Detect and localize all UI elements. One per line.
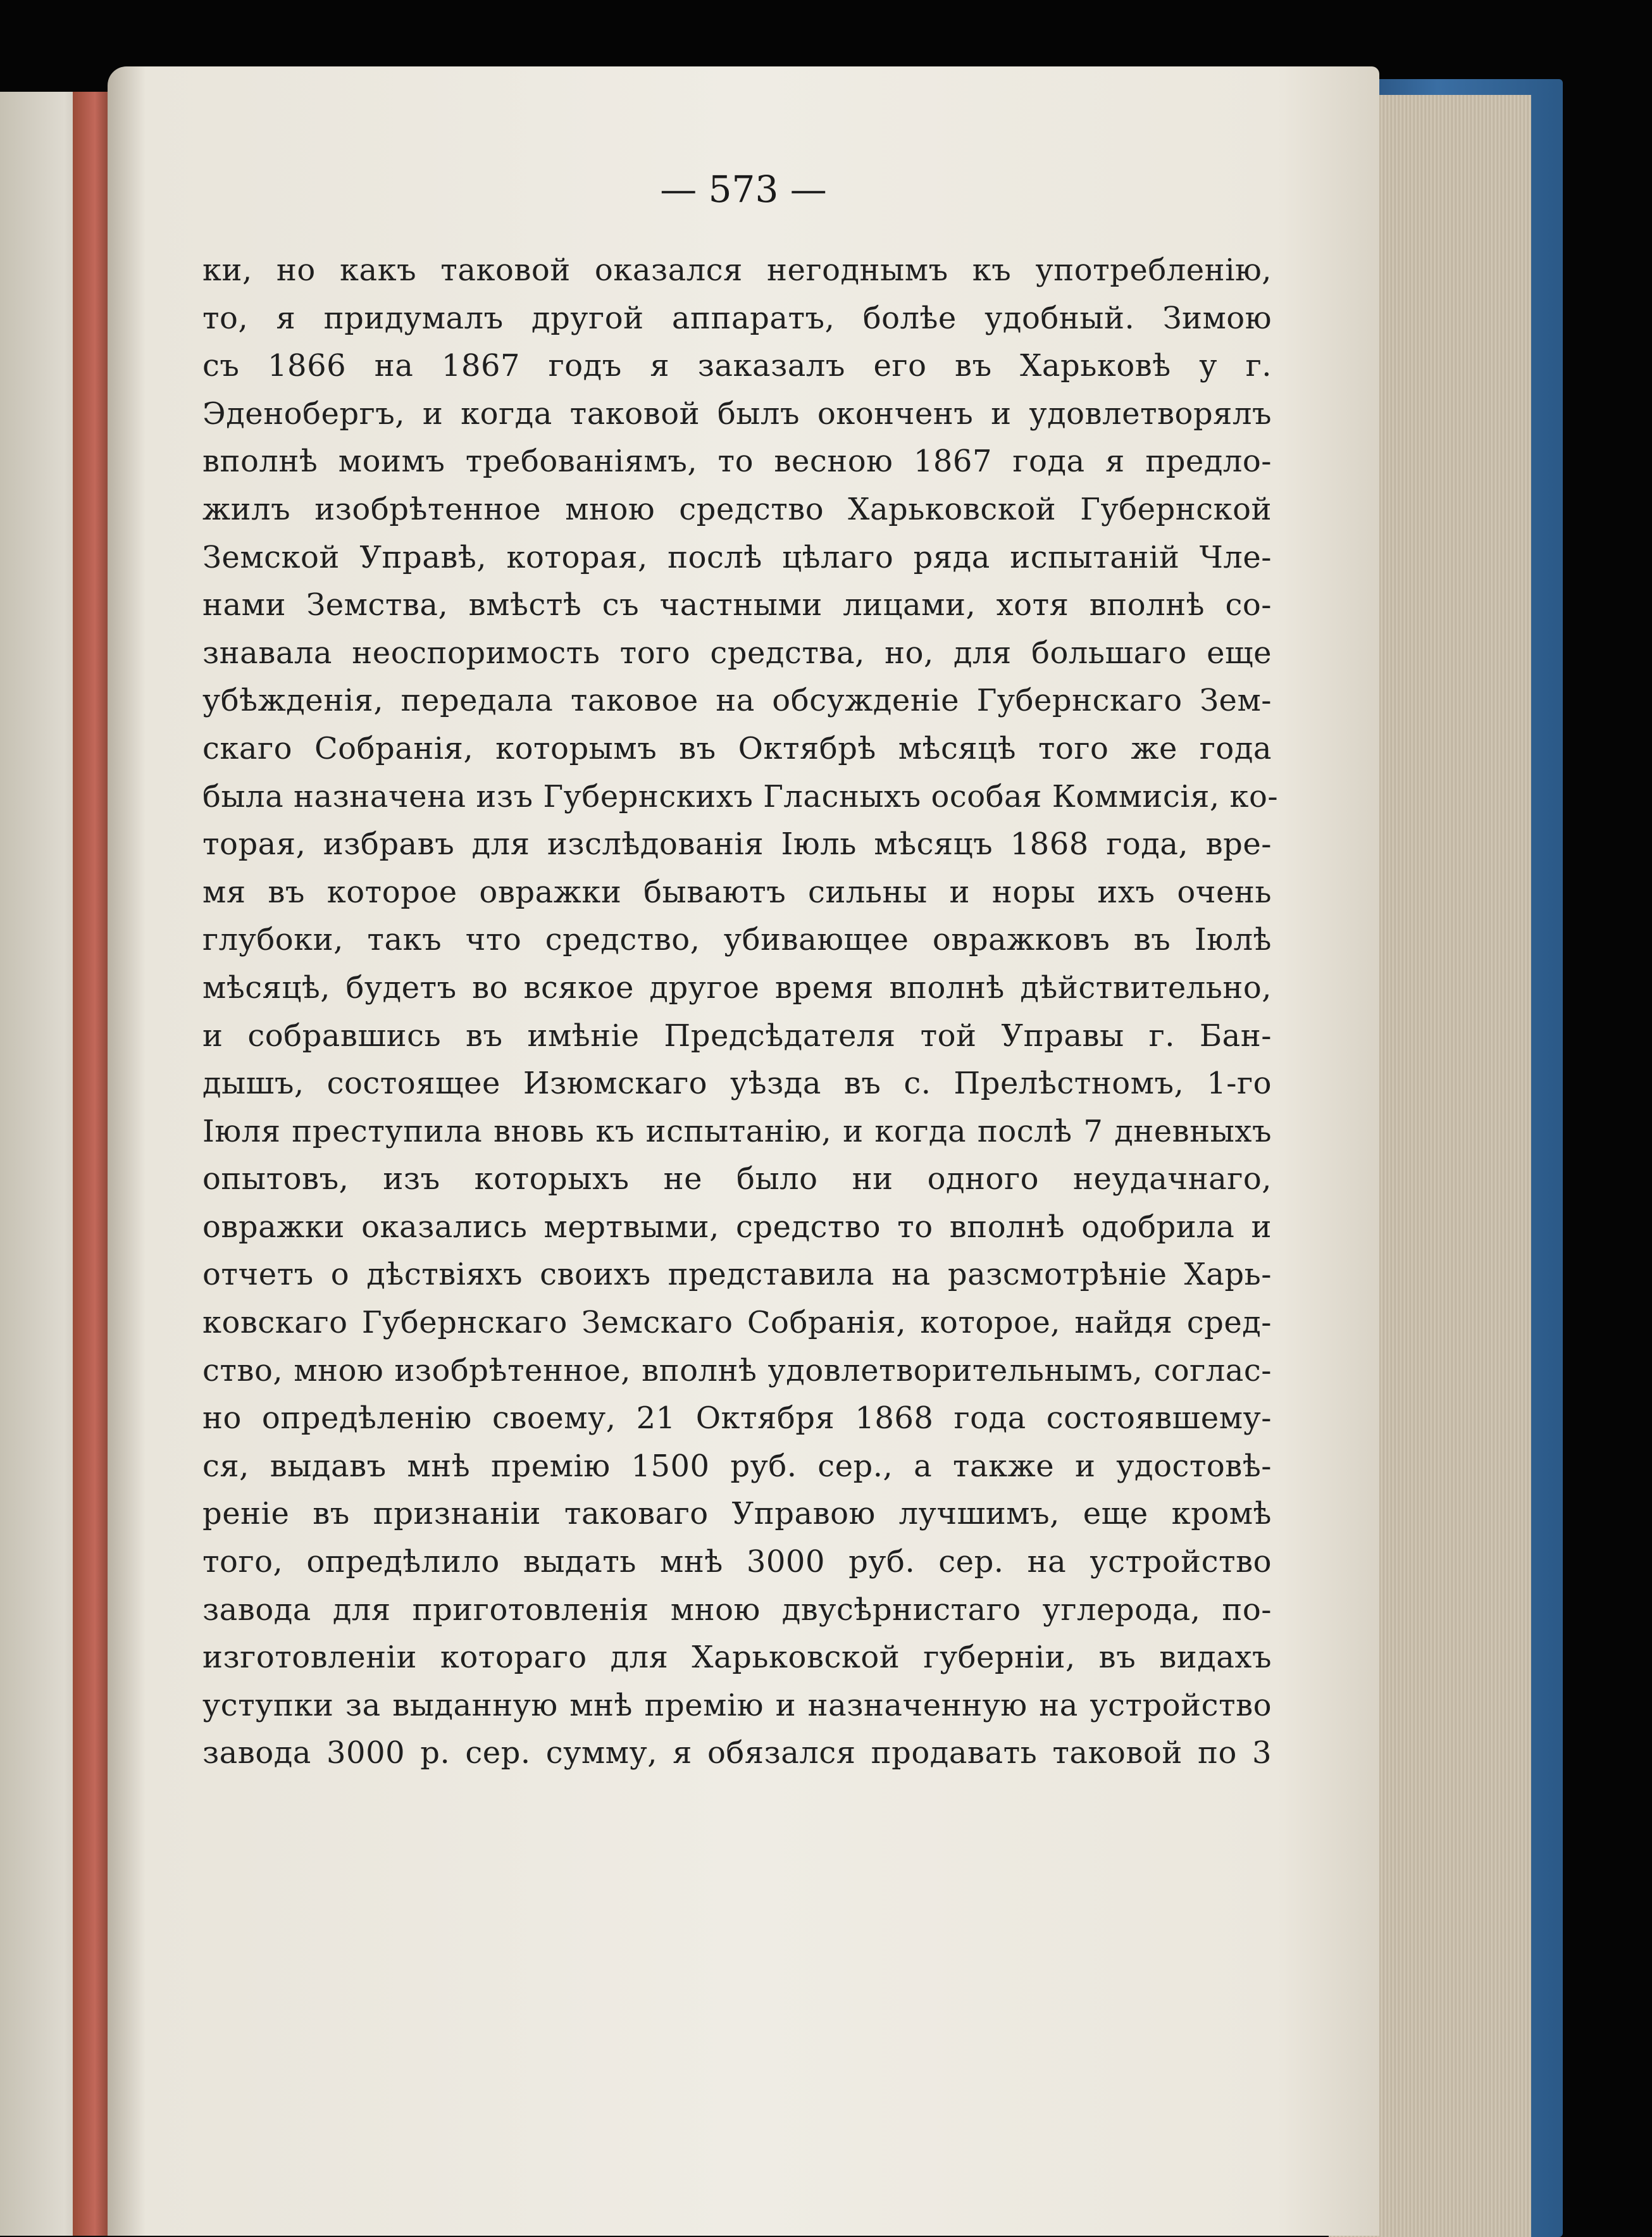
text-line: Земской Управѣ, которая, послѣ цѣлаго ряда испытаній Чле- [202, 539, 1272, 575]
text-line: дышъ, состоящее Изюмскаго уѣзда въ с. Прелѣстномъ, 1-го [202, 1066, 1272, 1102]
text-line: знавала неоспоримость того средства, но, для большаго еще [202, 635, 1272, 671]
text-line: отчетъ о дѣствіяхъ своихъ представила на разсмотрѣніе Харь- [202, 1257, 1272, 1293]
page-text [202, 247, 1279, 1778]
text-line: но опредѣленію своему, 21 Октября 1868 года состоявшему- [202, 1400, 1272, 1436]
text-line: изготовленіи котораго для Харьковской губерніи, въ видахъ [202, 1640, 1272, 1676]
text-line: ство, мною изобрѣтенное, вполнѣ удовлетворительнымъ, соглас- [202, 1352, 1272, 1388]
text-line: опытовъ, изъ которыхъ не было ни одного неудачнаго, [202, 1161, 1272, 1197]
text-line: вполнѣ моимъ требованіямъ, то весною 1867 года я предло- [202, 444, 1272, 480]
text-line: ковскаго Губернскаго Земскаго Собранія, которое, найдя сред- [202, 1305, 1272, 1341]
text-line: Эденобергъ, и когда таковой былъ оконченъ и удовлетворялъ [202, 396, 1272, 432]
text-line: глубоки, такъ что средство, убивающее овражковъ въ Іюлѣ [202, 922, 1272, 958]
text-line: завода 3000 р. сер. сумму, я обязался продавать таковой по 3 [202, 1735, 1272, 1771]
book-page [108, 66, 1379, 2236]
text-line: реніе въ признаніи таковаго Управою лучшимъ, еще кромѣ [202, 1496, 1272, 1532]
text-line: мя въ которое овражки бываютъ сильны и норы ихъ очень [202, 874, 1272, 910]
text-line: Іюля преступила вновь къ испытанію, и когда послѣ 7 дневныхъ [202, 1113, 1272, 1149]
text-line: торая, избравъ для изслѣдованія Іюль мѣсяцъ 1868 года, вре- [202, 826, 1272, 863]
text-line: скаго Собранія, которымъ въ Октябрѣ мѣсяцѣ того же года [202, 730, 1272, 766]
text-line: съ 1866 на 1867 годъ я заказалъ его въ Харьковѣ у г. [202, 348, 1272, 384]
text-line: ся, выдавъ мнѣ премію 1500 руб. сер., а также и удостовѣ- [202, 1448, 1272, 1484]
text-line: уступки за выданную мнѣ премію и назначенную на устройство [202, 1687, 1272, 1723]
text-line: и собравшись въ имѣніе Предсѣдателя той Управы г. Бан- [202, 1018, 1272, 1054]
text-line: мѣсяцѣ, будетъ во всякое другое время вполнѣ дѣйствительно, [202, 969, 1272, 1006]
text-line: жилъ изобрѣтенное мною средство Харьковской Губернской [202, 491, 1272, 527]
text-line: ки, но какъ таковой оказался негоднымъ къ употребленію, [202, 252, 1272, 288]
text-line: завода для приготовленія мною двусѣрнистаго углерода, по- [202, 1592, 1272, 1628]
text-line: нами Земства, вмѣстѣ съ частными лицами, хотя вполнѣ со- [202, 587, 1272, 623]
text-line: то, я придумалъ другой аппаратъ, болѣе удобный. Зимою [202, 300, 1272, 336]
text-line: убѣжденія, передала таковое на обсужденіе Губернскаго Зем- [202, 683, 1272, 719]
text-line: была назначена изъ Губернскихъ Гласныхъ особая Коммисія, ко- [202, 778, 1279, 814]
page-number: — 573 — [660, 168, 827, 211]
text-line: того, опредѣлило выдать мнѣ 3000 руб. сер. на устройство [202, 1544, 1272, 1580]
text-line: овражки оказались мертвыми, средство то вполнѣ одобрила и [202, 1209, 1272, 1245]
